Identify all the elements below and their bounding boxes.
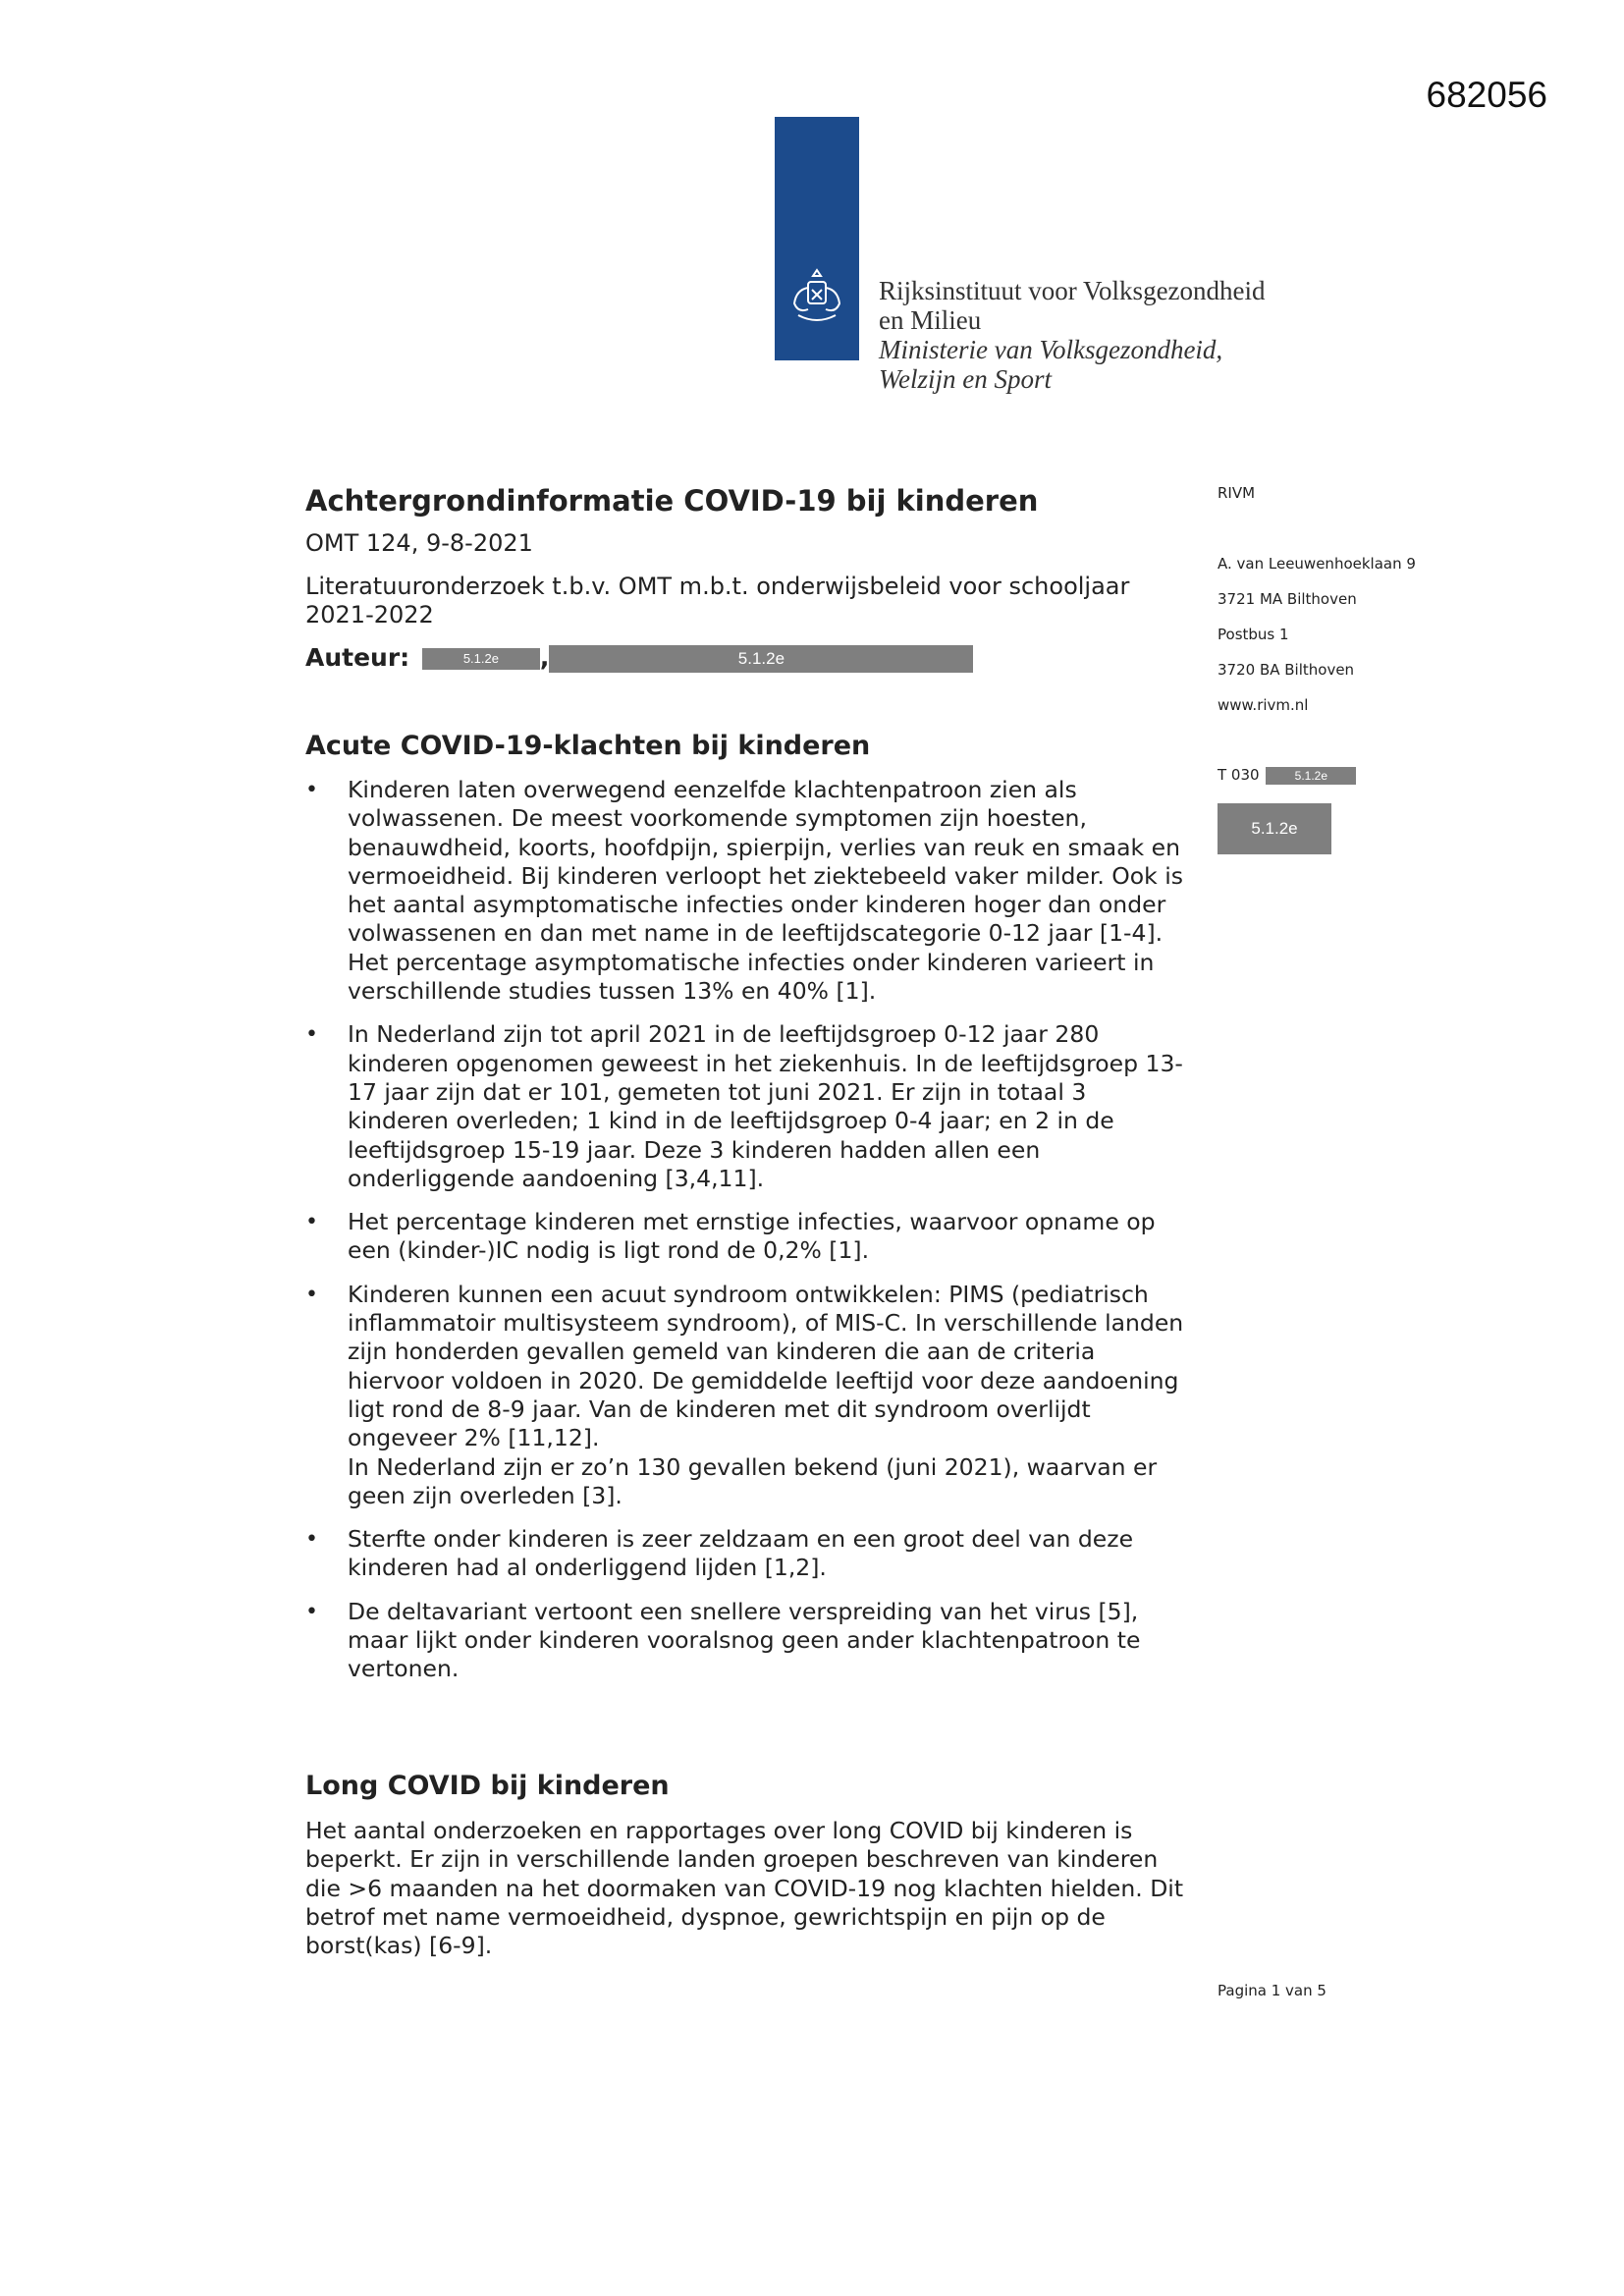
document-number: 682056: [1426, 75, 1547, 115]
literature-line-2: 2021-2022: [305, 601, 434, 629]
coat-of-arms-icon: [785, 264, 849, 329]
author-label: Auteur:: [305, 643, 410, 672]
author-redaction-2: 5.1.2e: [549, 645, 973, 673]
list-item: [305, 1525, 1194, 1583]
author-redaction-1: 5.1.2e: [422, 648, 540, 670]
list-item-text: • Kinderen laten overwegend eenzelfde klachtenpatroon zien als volwassenen. De meest voorkomende symptomen zijn hoesten, benauwdheid, koorts, hoofdpijn, spierpijn, verlies van reuk en smaak en vermoeidheid. Bij kinderen verloopt het ziektebeeld vaker milder. Ook is het aantal asymptomatische infecties onder kinderen hoger dan onder volwassenen en dan met name in de leeftijdscategorie 0-12 jaar [1-4].: [348, 776, 1184, 948]
long-covid-paragraph: Het aantal onderzoeken en rapportages over long COVID bij kinderen is beperkt. Er zijn in verschillende landen groepen beschreven van kinderen die >6 maanden na het doormaken van COVID-19 nog klachten hielden. Dit betrof met name vermoeidheid, dyspnoe, gewrichtspijn en pijn op de borst(kas) [6-9].: [305, 1817, 1184, 1960]
sidebar-phone-prefix: T 030: [1218, 766, 1260, 784]
literature-line-1: Literatuuronderzoek t.b.v. OMT m.b.t. onderwijsbeleid voor schooljaar: [305, 573, 1130, 600]
list-item-text: • In Nederland zijn tot april 2021 in de leeftijdsgroep 0-12 jaar 280 kinderen opgenomen geweest in het ziekenhuis. In de leeftijdsgroep 13-17 jaar zijn dat er 101, gemeten tot juni 2021. Er zijn in totaal 3 kinderen overleden; 1 kind in de leeftijdsgroep 0-4 jaar; en 2 in de leeftijdsgroep 15-19 jaar. Deze 3 kinderen hadden allen een onderliggende aandoening [3,4,11].: [348, 1020, 1183, 1192]
wordmark-line-4: Welzijn en Sport: [879, 364, 1053, 394]
list-item-text: • Sterfte onder kinderen is zeer zeldzaam en een groot deel van deze kinderen had al onderliggend lijden [1,2].: [348, 1525, 1134, 1582]
list-item-text: • De deltavariant vertoont een snellere verspreiding van het virus [5], maar lijkt onder kinderen vooralsnog geen ander klachtenpatroon te vertonen.: [348, 1597, 1141, 1683]
wordmark-line-2: en Milieu: [879, 305, 982, 335]
sidebar-zip-city: 3721 MA Bilthoven: [1218, 590, 1357, 608]
list-item: [305, 1020, 1194, 1193]
organisation-wordmark: [879, 276, 1266, 394]
wordmark-line-1: Rijksinstituut voor Volksgezondheid: [879, 276, 1266, 305]
phone-redaction: 5.1.2e: [1266, 767, 1356, 785]
sidebar-redaction-block: 5.1.2e: [1218, 803, 1331, 854]
page-footer: Pagina 1 van 5: [1218, 1982, 1326, 1999]
list-item-text: • Kinderen kunnen een acuut syndroom ontwikkelen: PIMS (pediatrisch inflammatoir multisysteem syndroom), of MIS-C. In verschillende landen zijn honderden gevallen gemeld van kinderen die aan de criteria hiervoor voldoen in 2020. De gemiddelde leeftijd voor deze aandoening ligt rond de 8-9 jaar. Van de kinderen met dit syndroom overlijdt ongeveer 2% [11,12].: [348, 1280, 1184, 1452]
list-item: [305, 776, 1194, 1006]
list-item-text: Het percentage asymptomatische infecties onder kinderen varieert in verschillende studies tussen 13% en 40% [1].: [348, 948, 1155, 1006]
author-separator: ,: [539, 643, 550, 672]
document-title: Achtergrondinformatie COVID-19 bij kinderen: [305, 484, 1039, 518]
list-item-text: • Het percentage kinderen met ernstige infecties, waarvoor opname op een (kinder-)IC nodig is ligt rond de 0,2% [1].: [348, 1208, 1156, 1265]
sidebar-postbus-city: 3720 BA Bilthoven: [1218, 661, 1355, 679]
list-item-text: In Nederland zijn er zo’n 130 gevallen bekend (juni 2021), waarvan er geen zijn overleden [3].: [348, 1452, 1158, 1509]
section-heading-acute: Acute COVID-19-klachten bij kinderen: [305, 731, 871, 761]
sidebar-phone-row: [1218, 766, 1356, 785]
author-row: [305, 643, 973, 673]
logo-emblem: [775, 117, 859, 360]
sidebar-org: RIVM: [1218, 484, 1256, 502]
sidebar-postbus: Postbus 1: [1218, 626, 1289, 643]
acute-symptoms-list: [305, 776, 1194, 1699]
wordmark-line-3: Ministerie van Volksgezondheid,: [879, 335, 1223, 364]
sidebar-website: www.rivm.nl: [1218, 696, 1309, 714]
sidebar-street: A. van Leeuwenhoeklaan 9: [1218, 555, 1416, 573]
omt-reference: OMT 124, 9-8-2021: [305, 529, 533, 557]
section-heading-long-covid: Long COVID bij kinderen: [305, 1771, 670, 1801]
list-item: [305, 1281, 1194, 1510]
list-item: [305, 1598, 1194, 1684]
list-item: [305, 1208, 1194, 1266]
